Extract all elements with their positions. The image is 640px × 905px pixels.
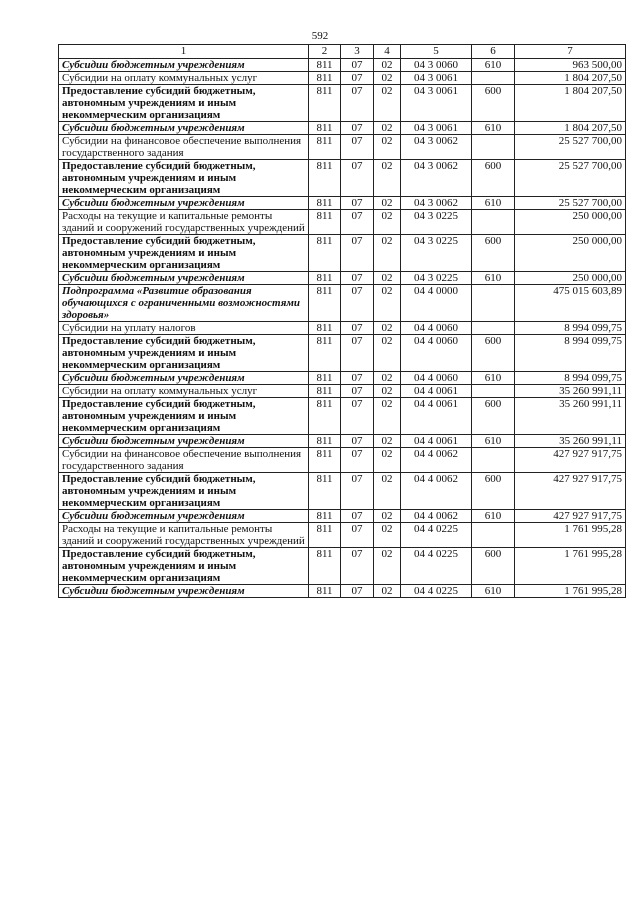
budget-table [58, 44, 626, 598]
row-name-cell: Предоставление субсидий бюджетным, автономным учреждениям и иным некоммерческим организациям [59, 160, 309, 197]
ministry-code-cell: 811 [309, 85, 341, 122]
ministry-code-cell: 811 [309, 335, 341, 372]
target-article-cell: 04 3 0062 [401, 197, 472, 210]
row-name-cell: Субсидии на уплату налогов [59, 322, 309, 335]
expense-type-cell: 610 [472, 197, 515, 210]
amount-cell: 427 927 917,75 [515, 448, 626, 473]
table-row [59, 122, 626, 135]
amount-cell: 427 927 917,75 [515, 473, 626, 510]
section-cell: 07 [341, 372, 374, 385]
table-row [59, 135, 626, 160]
section-cell: 07 [341, 322, 374, 335]
row-name-cell: Субсидии на оплату коммунальных услуг [59, 385, 309, 398]
subsection-cell: 02 [374, 197, 401, 210]
ministry-code-cell: 811 [309, 160, 341, 197]
amount-cell: 8 994 099,75 [515, 372, 626, 385]
expense-type-cell: 610 [472, 272, 515, 285]
subsection-cell: 02 [374, 210, 401, 235]
table-row [59, 398, 626, 435]
expense-type-cell: 610 [472, 510, 515, 523]
row-name-cell: Расходы на текущие и капитальные ремонты зданий и сооружений государственных учреждений [59, 210, 309, 235]
subsection-cell: 02 [374, 72, 401, 85]
header-col-3: 3 [341, 45, 374, 59]
section-cell: 07 [341, 72, 374, 85]
subsection-cell: 02 [374, 235, 401, 272]
target-article-cell: 04 4 0061 [401, 385, 472, 398]
expense-type-cell [472, 322, 515, 335]
expense-type-cell [472, 135, 515, 160]
section-cell: 07 [341, 272, 374, 285]
subsection-cell: 02 [374, 372, 401, 385]
section-cell: 07 [341, 197, 374, 210]
subsection-cell: 02 [374, 435, 401, 448]
header-col-2: 2 [309, 45, 341, 59]
row-name-cell: Субсидии бюджетным учреждениям [59, 272, 309, 285]
expense-type-cell [472, 523, 515, 548]
table-row [59, 235, 626, 272]
ministry-code-cell: 811 [309, 448, 341, 473]
ministry-code-cell: 811 [309, 135, 341, 160]
row-name-cell: Предоставление субсидий бюджетным, автономным учреждениям и иным некоммерческим организациям [59, 398, 309, 435]
table-row [59, 385, 626, 398]
table-row [59, 448, 626, 473]
header-col-7: 7 [515, 45, 626, 59]
row-name-cell: Субсидии на финансовое обеспечение выполнения государственного задания [59, 135, 309, 160]
section-cell: 07 [341, 398, 374, 435]
target-article-cell: 04 4 0060 [401, 322, 472, 335]
section-cell: 07 [341, 59, 374, 72]
table-row [59, 510, 626, 523]
subsection-cell: 02 [374, 85, 401, 122]
target-article-cell: 04 4 0061 [401, 435, 472, 448]
expense-type-cell: 600 [472, 548, 515, 585]
section-cell: 07 [341, 85, 374, 122]
section-cell: 07 [341, 473, 374, 510]
expense-type-cell: 610 [472, 59, 515, 72]
amount-cell: 1 804 207,50 [515, 72, 626, 85]
table-row [59, 72, 626, 85]
section-cell: 07 [341, 160, 374, 197]
row-name-cell: Субсидии на оплату коммунальных услуг [59, 72, 309, 85]
expense-type-cell [472, 385, 515, 398]
expense-type-cell [472, 285, 515, 322]
header-col-6: 6 [472, 45, 515, 59]
target-article-cell: 04 3 0061 [401, 72, 472, 85]
subsection-cell: 02 [374, 135, 401, 160]
target-article-cell: 04 3 0060 [401, 59, 472, 72]
expense-type-cell: 600 [472, 473, 515, 510]
expense-type-cell: 600 [472, 335, 515, 372]
row-name-cell: Субсидии бюджетным учреждениям [59, 435, 309, 448]
amount-cell: 427 927 917,75 [515, 510, 626, 523]
amount-cell: 475 015 603,89 [515, 285, 626, 322]
row-name-cell: Расходы на текущие и капитальные ремонты зданий и сооружений государственных учреждений [59, 523, 309, 548]
amount-cell: 25 527 700,00 [515, 160, 626, 197]
table-row [59, 372, 626, 385]
amount-cell: 1 761 995,28 [515, 585, 626, 598]
target-article-cell: 04 3 0061 [401, 85, 472, 122]
subsection-cell: 02 [374, 473, 401, 510]
table-row [59, 335, 626, 372]
ministry-code-cell: 811 [309, 272, 341, 285]
table-row [59, 85, 626, 122]
ministry-code-cell: 811 [309, 435, 341, 448]
amount-cell: 8 994 099,75 [515, 322, 626, 335]
section-cell: 07 [341, 122, 374, 135]
ministry-code-cell: 811 [309, 585, 341, 598]
expense-type-cell: 610 [472, 435, 515, 448]
subsection-cell: 02 [374, 272, 401, 285]
target-article-cell: 04 4 0062 [401, 448, 472, 473]
ministry-code-cell: 811 [309, 72, 341, 85]
table-row [59, 285, 626, 322]
subsection-cell: 02 [374, 322, 401, 335]
subsection-cell: 02 [374, 398, 401, 435]
target-article-cell: 04 4 0225 [401, 548, 472, 585]
table-row [59, 160, 626, 197]
subsection-cell: 02 [374, 335, 401, 372]
amount-cell: 1 804 207,50 [515, 85, 626, 122]
target-article-cell: 04 3 0062 [401, 135, 472, 160]
amount-cell: 250 000,00 [515, 210, 626, 235]
expense-type-cell: 600 [472, 235, 515, 272]
table-row [59, 322, 626, 335]
amount-cell: 35 260 991,11 [515, 385, 626, 398]
target-article-cell: 04 4 0061 [401, 398, 472, 435]
row-name-cell: Предоставление субсидий бюджетным, автономным учреждениям и иным некоммерческим организациям [59, 85, 309, 122]
expense-type-cell: 600 [472, 398, 515, 435]
expense-type-cell [472, 448, 515, 473]
amount-cell: 35 260 991,11 [515, 435, 626, 448]
target-article-cell: 04 3 0225 [401, 210, 472, 235]
ministry-code-cell: 811 [309, 473, 341, 510]
target-article-cell: 04 4 0062 [401, 473, 472, 510]
amount-cell: 963 500,00 [515, 59, 626, 72]
header-col-5: 5 [401, 45, 472, 59]
amount-cell: 25 527 700,00 [515, 135, 626, 160]
header-col-4: 4 [374, 45, 401, 59]
section-cell: 07 [341, 335, 374, 372]
target-article-cell: 04 4 0060 [401, 335, 472, 372]
expense-type-cell [472, 210, 515, 235]
ministry-code-cell: 811 [309, 510, 341, 523]
table-row [59, 473, 626, 510]
table-row [59, 435, 626, 448]
expense-type-cell: 610 [472, 585, 515, 598]
table-row [59, 59, 626, 72]
amount-cell: 1 761 995,28 [515, 523, 626, 548]
target-article-cell: 04 3 0061 [401, 122, 472, 135]
subsection-cell: 02 [374, 122, 401, 135]
ministry-code-cell: 811 [309, 235, 341, 272]
amount-cell: 250 000,00 [515, 272, 626, 285]
row-name-cell: Субсидии бюджетным учреждениям [59, 122, 309, 135]
row-name-cell: Субсидии бюджетным учреждениям [59, 197, 309, 210]
amount-cell: 1 804 207,50 [515, 122, 626, 135]
target-article-cell: 04 4 0000 [401, 285, 472, 322]
subsection-cell: 02 [374, 523, 401, 548]
table-header-row [59, 45, 626, 59]
section-cell: 07 [341, 235, 374, 272]
row-name-cell: Предоставление субсидий бюджетным, автономным учреждениям и иным некоммерческим организациям [59, 235, 309, 272]
ministry-code-cell: 811 [309, 385, 341, 398]
section-cell: 07 [341, 435, 374, 448]
expense-type-cell: 600 [472, 160, 515, 197]
ministry-code-cell: 811 [309, 398, 341, 435]
row-name-cell: Субсидии бюджетным учреждениям [59, 510, 309, 523]
target-article-cell: 04 4 0060 [401, 372, 472, 385]
section-cell: 07 [341, 585, 374, 598]
section-cell: 07 [341, 385, 374, 398]
ministry-code-cell: 811 [309, 197, 341, 210]
row-name-cell: Субсидии бюджетным учреждениям [59, 372, 309, 385]
subsection-cell: 02 [374, 448, 401, 473]
section-cell: 07 [341, 448, 374, 473]
row-name-cell: Предоставление субсидий бюджетным, автономным учреждениям и иным некоммерческим организациям [59, 335, 309, 372]
amount-cell: 25 527 700,00 [515, 197, 626, 210]
ministry-code-cell: 811 [309, 285, 341, 322]
expense-type-cell: 610 [472, 122, 515, 135]
row-name-cell: Предоставление субсидий бюджетным, автономным учреждениям и иным некоммерческим организациям [59, 548, 309, 585]
ministry-code-cell: 811 [309, 210, 341, 235]
target-article-cell: 04 4 0062 [401, 510, 472, 523]
expense-type-cell [472, 72, 515, 85]
subsection-cell: 02 [374, 510, 401, 523]
target-article-cell: 04 4 0225 [401, 585, 472, 598]
target-article-cell: 04 3 0225 [401, 235, 472, 272]
page-number: 592 [311, 30, 329, 42]
row-name-cell: Предоставление субсидий бюджетным, автономным учреждениям и иным некоммерческим организациям [59, 473, 309, 510]
row-name-cell: Субсидии на финансовое обеспечение выполнения государственного задания [59, 448, 309, 473]
target-article-cell: 04 3 0062 [401, 160, 472, 197]
expense-type-cell: 610 [472, 372, 515, 385]
section-cell: 07 [341, 548, 374, 585]
ministry-code-cell: 811 [309, 122, 341, 135]
row-name-cell: Субсидии бюджетным учреждениям [59, 585, 309, 598]
table-row [59, 210, 626, 235]
ministry-code-cell: 811 [309, 372, 341, 385]
expense-type-cell: 600 [472, 85, 515, 122]
section-cell: 07 [341, 510, 374, 523]
target-article-cell: 04 3 0225 [401, 272, 472, 285]
section-cell: 07 [341, 210, 374, 235]
table-row [59, 585, 626, 598]
amount-cell: 8 994 099,75 [515, 335, 626, 372]
section-cell: 07 [341, 523, 374, 548]
target-article-cell: 04 4 0225 [401, 523, 472, 548]
ministry-code-cell: 811 [309, 548, 341, 585]
section-cell: 07 [341, 135, 374, 160]
amount-cell: 250 000,00 [515, 235, 626, 272]
row-name-cell: Подпрограмма «Развитие образования обучающихся с ограниченными возможностями здоровья» [59, 285, 309, 322]
amount-cell: 1 761 995,28 [515, 548, 626, 585]
subsection-cell: 02 [374, 160, 401, 197]
header-col-1: 1 [59, 45, 309, 59]
subsection-cell: 02 [374, 385, 401, 398]
table-row [59, 523, 626, 548]
subsection-cell: 02 [374, 548, 401, 585]
amount-cell: 35 260 991,11 [515, 398, 626, 435]
table-row [59, 548, 626, 585]
section-cell: 07 [341, 285, 374, 322]
row-name-cell: Субсидии бюджетным учреждениям [59, 59, 309, 72]
ministry-code-cell: 811 [309, 59, 341, 72]
table-row [59, 197, 626, 210]
subsection-cell: 02 [374, 585, 401, 598]
table-row [59, 272, 626, 285]
ministry-code-cell: 811 [309, 322, 341, 335]
ministry-code-cell: 811 [309, 523, 341, 548]
subsection-cell: 02 [374, 285, 401, 322]
subsection-cell: 02 [374, 59, 401, 72]
